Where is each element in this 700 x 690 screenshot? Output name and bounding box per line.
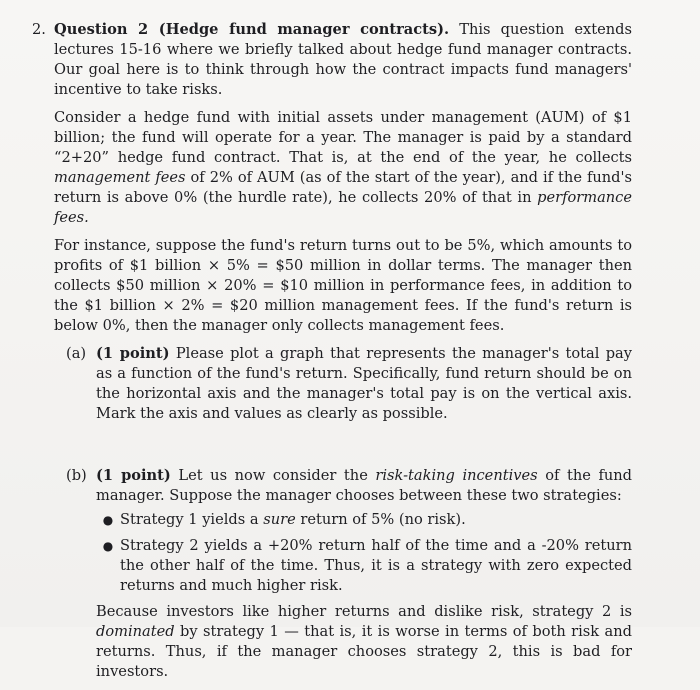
- closing-text-b: by strategy 1 — that is, it is worse in terms of both risk and returns. Thus, if the manager chooses strategy 2, this is bad for investors.: [96, 623, 632, 680]
- strategy-list: [96, 510, 632, 596]
- part-b-label: (b): [66, 467, 87, 484]
- sure-term: sure: [263, 511, 296, 528]
- contract-text-b: of 2% of AUM (as of the start of the year), and if the fund's return is above 0% (the hurdle rate), he collects 20% of that in: [54, 169, 632, 206]
- part-a: [66, 344, 632, 432]
- bullet-icon: ●: [102, 539, 114, 553]
- example-paragraph: For instance, suppose the fund's return turns out to be 5%, which amounts to profits of $1 billion × 5% = $50 million in dollar terms. The manager then collects $50 million × 20% = $10 million in performance fees, in addition to the $1 billion × 2% = $20 million management fees. If the fund's return is below 0%, then the manager only collects management fees.: [54, 237, 632, 334]
- question-2: [32, 20, 632, 690]
- performance-fees-term: performance fees.: [54, 189, 632, 226]
- part-b: [66, 466, 632, 690]
- part-b-text-a: Let us now consider the: [178, 467, 368, 484]
- intro-paragraph: [54, 20, 632, 100]
- part-a-body: [96, 344, 632, 432]
- part-b-points: (1 point): [96, 467, 171, 484]
- spacer: [32, 432, 632, 466]
- strategy-1-text: [120, 510, 632, 530]
- part-b-body: [96, 466, 632, 690]
- strategy-1-text-b: return of 5% (no risk).: [300, 511, 466, 528]
- question-intro: [54, 20, 632, 108]
- contract-paragraph: [54, 108, 632, 228]
- management-fees-term: management fees: [54, 169, 186, 186]
- part-a-label: (a): [66, 345, 87, 362]
- strategy-2-text: Strategy 2 yields a +20% return half of the time and a -20% return the other half of the time. Thus, it is a strategy with zero expected returns and much higher risk.: [120, 537, 632, 594]
- part-a-text: Please plot a graph that represents the manager's total pay as a function of the fund's return. Specifically, fund return should be on the horizontal axis and the manager's total pay is on the vertical axis. Mark the axis and values as clearly as possible.: [96, 345, 632, 422]
- strategy-1-item: [96, 510, 632, 530]
- closing-paragraph: [96, 602, 632, 682]
- closing-text-a: Because investors like higher returns and dislike risk, strategy 2 is: [96, 603, 632, 620]
- strategy-2-item: [96, 536, 632, 596]
- part-b-text-b: of the fund manager. Suppose the manager chooses between these two strategies:: [96, 467, 632, 504]
- part-a-paragraph: [96, 344, 632, 424]
- contract-text-a: Consider a hedge fund with initial assets under management (AUM) of $1 billion; the fund will operate for a year. The manager is paid by a standard “2+20” hedge fund contract. That is, at the end of the year, he collects: [54, 109, 632, 166]
- question-header: [32, 20, 632, 108]
- bullet-icon: ●: [102, 513, 114, 527]
- part-b-paragraph: [96, 466, 632, 506]
- strategy-1-text-a: Strategy 1 yields a: [120, 511, 259, 528]
- question-number: 2.: [32, 21, 46, 38]
- intro-text: This question extends lectures 15-16 where we briefly talked about hedge fund manager contracts. Our goal here is to think through how the contract impacts fund managers' incentive to take risks.: [54, 21, 632, 98]
- part-a-points: (1 point): [96, 345, 170, 362]
- dominated-term: dominated: [96, 623, 175, 640]
- question-title: Question 2 (Hedge fund manager contracts).: [54, 21, 450, 38]
- risk-taking-term: risk-taking incentives: [375, 467, 538, 484]
